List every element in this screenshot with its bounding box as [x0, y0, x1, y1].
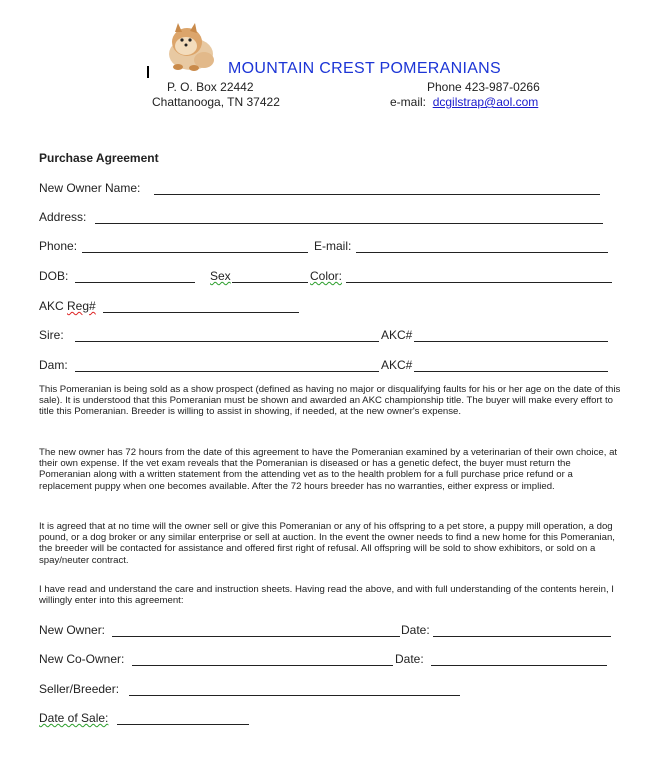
- city-state-zip: Chattanooga, TN 37422: [152, 95, 280, 109]
- sex-label: Sex: [210, 269, 231, 283]
- akc-reg-field[interactable]: [103, 312, 299, 313]
- sex-label-wrap: [210, 269, 231, 283]
- co-owner-date-label: Date:: [395, 652, 424, 666]
- dam-akc-field[interactable]: [414, 371, 608, 372]
- dam-akc-label: AKC#: [381, 358, 413, 372]
- date-of-sale-field[interactable]: [117, 724, 249, 725]
- color-label: Color:: [310, 269, 343, 283]
- phone-label: Phone:: [39, 239, 78, 253]
- dam-field[interactable]: [75, 371, 379, 372]
- paragraph-show-prospect: This Pomeranian is being sold as a show prospect (defined as having no major or disqualifying faults for his or her age on the date of this sale). It is understood that this Pomeranian must be shown and awarded an AKC championship title. The buyer will make every effort to title this Pomeranian. Breeder is willing to assist in showing, if needed, at the new owner's expense.: [39, 384, 621, 418]
- sire-label: Sire:: [39, 328, 64, 342]
- new-owner-label: New Owner:: [39, 623, 106, 637]
- paragraph-resale-restriction: It is agreed that at no time will the owner sell or give this Pomeranian or any of his offspring to a pet store, a puppy mill operation, a dog pound, or a dog broker or any similar enterprise or sell at auction. In the event the owner needs to find a new home for this Pomeranian, the breeder will be contacted for assistance and offered first right of refusal. All offspring will be sold to show exhibitors, or sold on a spay/neuter contract.: [39, 521, 615, 566]
- email-field[interactable]: [356, 252, 608, 253]
- email-field-label: E-mail:: [314, 239, 352, 253]
- seller-breeder-signature-field[interactable]: [129, 695, 460, 696]
- akc-reg-label-prefix: AKC: [39, 299, 68, 313]
- dob-field[interactable]: [75, 282, 195, 283]
- dam-label: Dam:: [39, 358, 68, 372]
- address-field[interactable]: [95, 223, 603, 224]
- pomeranian-dog-logo: [160, 20, 218, 76]
- paragraph-health-guarantee: The new owner has 72 hours from the date of this agreement to have the Pomeranian examined by a veterinarian of their own choice, at their own expense. If the vet exam reveals that the Pomeranian is diseased or has a genetic defect, the buyer must return the Pomeranian along with a written statement from the attending vet as to the health problem for a full purchase price refund or a replacement puppy when one becomes available. After the 72 hours breeder has no warranties, either express or implied.: [39, 447, 618, 492]
- date-of-sale-label-wrap: [39, 711, 108, 725]
- phone-field[interactable]: [82, 252, 308, 253]
- co-owner-date-field[interactable]: [431, 665, 607, 666]
- form-title: Purchase Agreement: [39, 151, 159, 165]
- new-owner-date-label: Date:: [401, 623, 430, 637]
- sire-akc-field[interactable]: [414, 341, 608, 342]
- dob-label: DOB:: [39, 269, 69, 283]
- sex-field[interactable]: [232, 282, 308, 283]
- text-cursor: [147, 66, 149, 78]
- color-label-wrap: [310, 269, 342, 283]
- paragraph-acknowledgement: I have read and understand the care and instruction sheets. Having read the above, and with full understanding of the contents herein, I willingly enter into this agreement:: [39, 584, 614, 607]
- color-field[interactable]: [346, 282, 612, 283]
- po-box: P. O. Box 22442: [167, 80, 254, 94]
- seller-breeder-label: Seller/Breeder:: [39, 682, 120, 696]
- email-line: [390, 95, 538, 109]
- new-owner-name-label: New Owner Name:: [39, 181, 141, 195]
- new-owner-signature-field[interactable]: [112, 636, 400, 637]
- email-link[interactable]: dcgilstrap@aol.com: [432, 95, 539, 109]
- akc-reg-label: [39, 299, 96, 313]
- sire-akc-label: AKC#: [381, 328, 413, 342]
- date-of-sale-label: Date of Sale:: [39, 711, 109, 725]
- address-label: Address:: [39, 210, 87, 224]
- email-label: e-mail:: [390, 95, 427, 109]
- akc-reg-label-suffix: Reg#: [67, 299, 96, 313]
- company-name: MOUNTAIN CREST POMERANIANS: [228, 60, 502, 77]
- co-owner-label: New Co-Owner:: [39, 652, 125, 666]
- new-owner-date-field[interactable]: [433, 636, 611, 637]
- new-owner-name-field[interactable]: [154, 194, 600, 195]
- co-owner-signature-field[interactable]: [132, 665, 393, 666]
- phone-number: Phone 423-987-0266: [427, 80, 540, 94]
- sire-field[interactable]: [75, 341, 379, 342]
